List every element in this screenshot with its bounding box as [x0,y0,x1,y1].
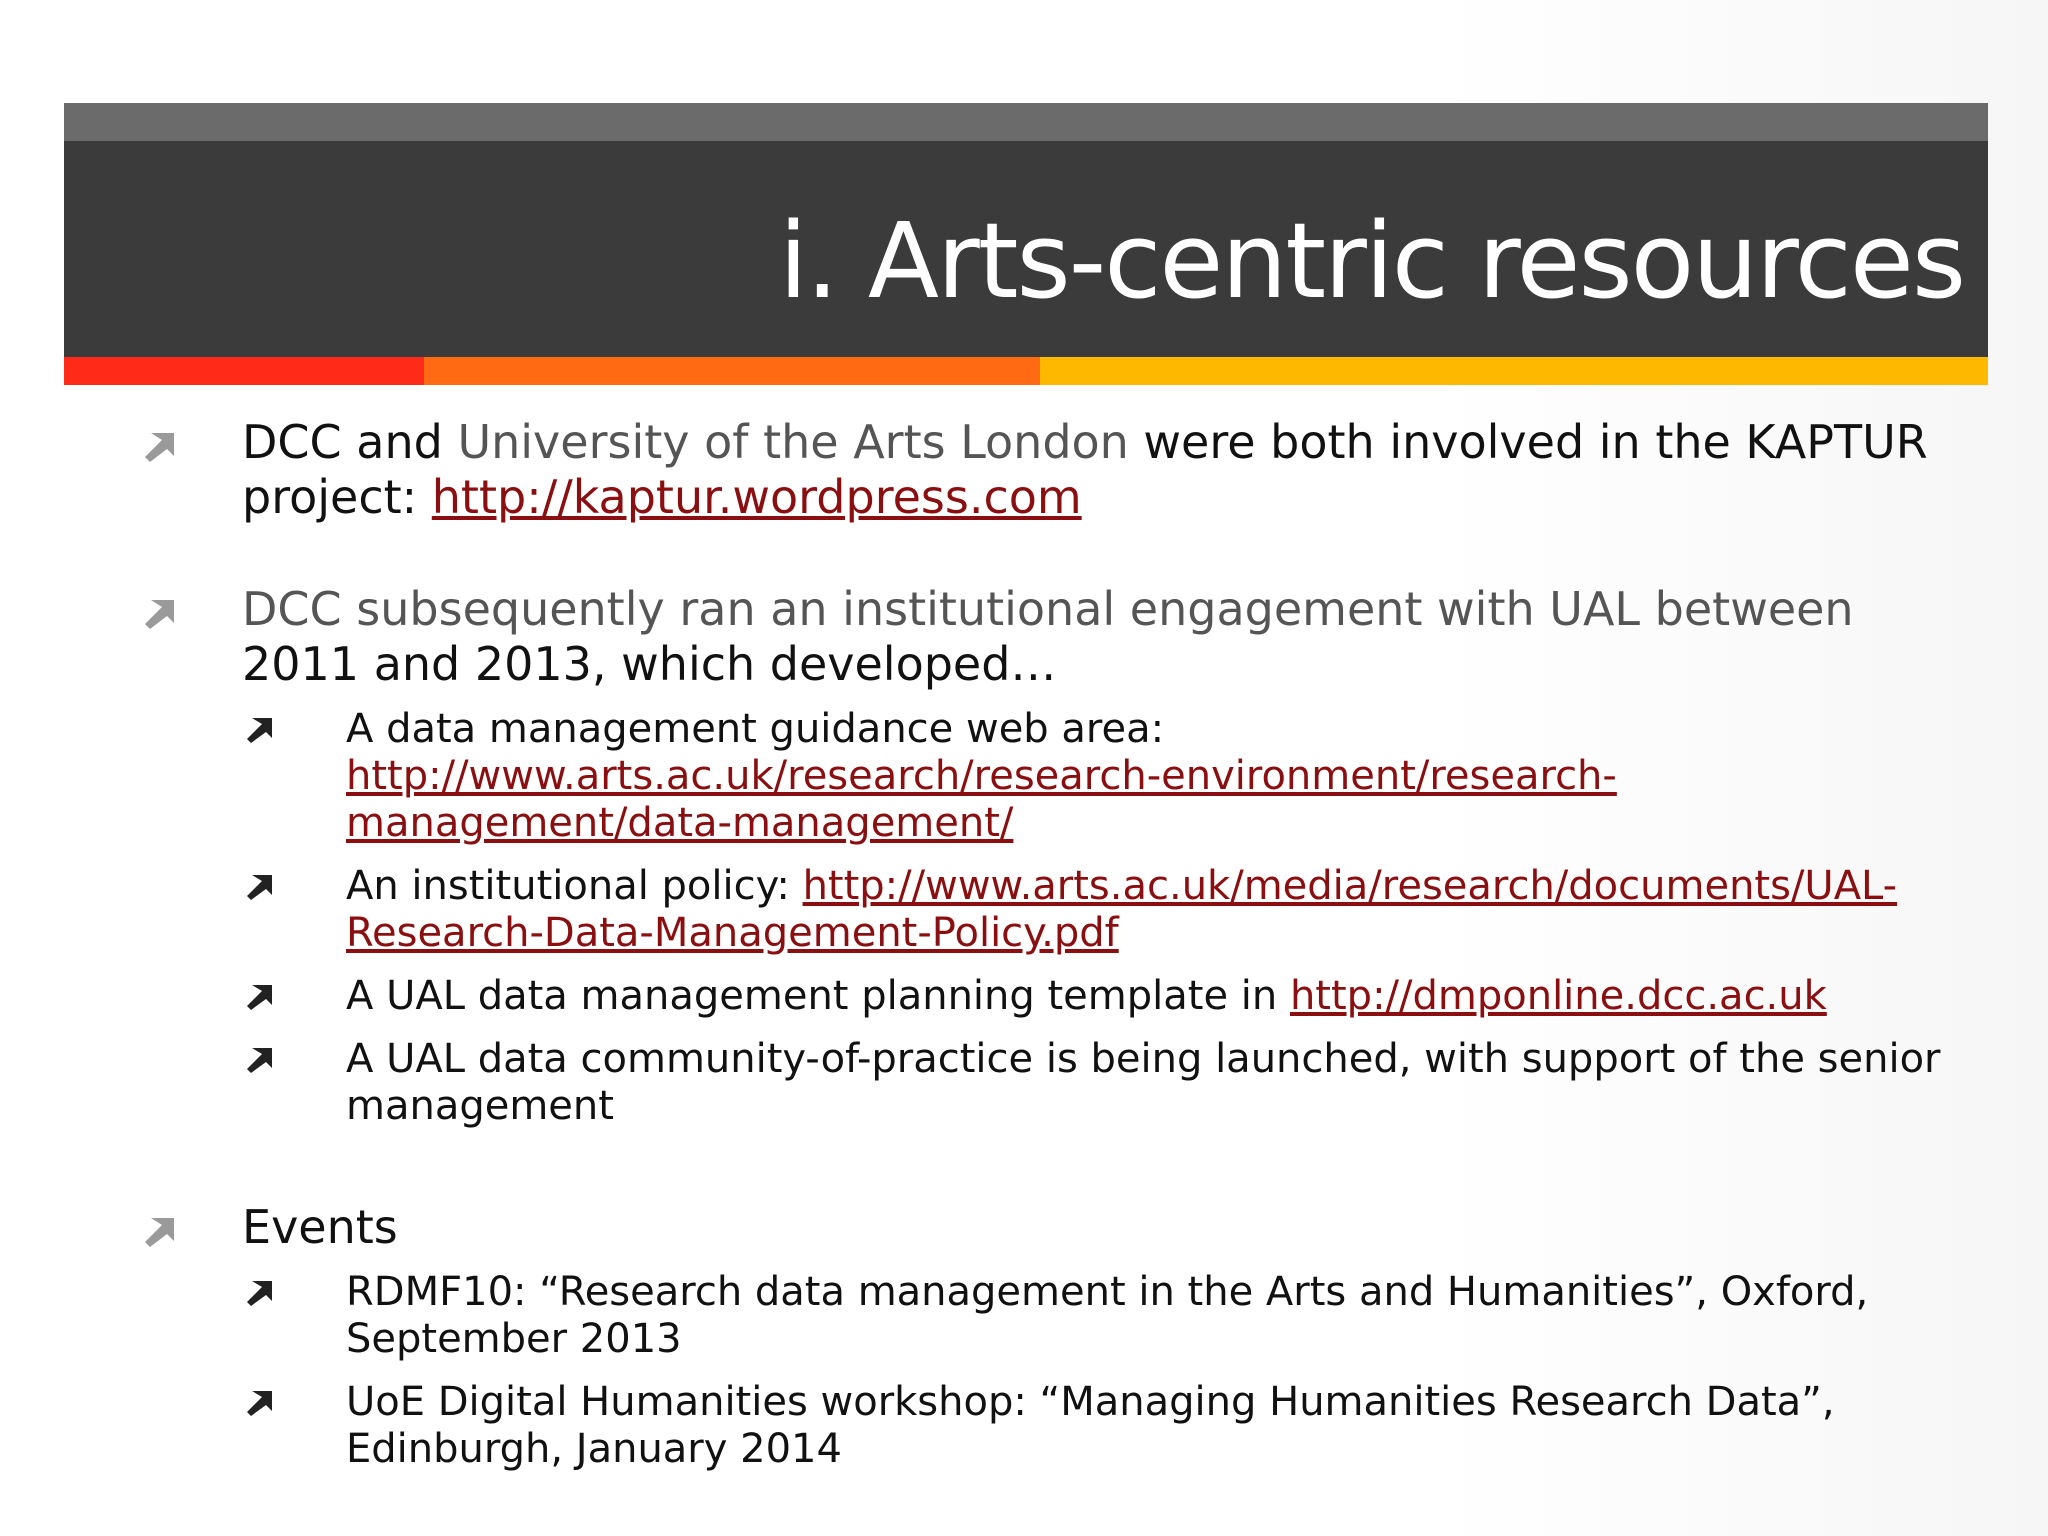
bullet-text: 2011 and 2013, which developed… [242,637,1057,691]
sub-bullet-text: A data management guidance web area: [346,706,1165,752]
arrow-up-right-icon [244,1279,274,1307]
sub-bullet-rdmf10 [140,1269,1980,1363]
bullet-ual-engagement [140,582,1980,692]
sub-bullet-uoe-workshop [140,1379,1980,1473]
sub-bullet-guidance [140,706,1980,847]
guidance-link[interactable]: http://www.arts.ac.uk/research/research-environment/research-management/data-management/ [346,753,1617,846]
arrow-up-right-icon [142,598,176,630]
sub-bullet-template [140,973,1980,1020]
bullet-text: were both involved in the KAPTUR project: [242,415,1928,524]
arrow-up-right-icon [142,1216,176,1248]
sub-bullet-text: A UAL data community-of-practice is being launched, with support of the senior management [346,1036,1941,1129]
bullet-text: DCC subsequently ran an institutional engagement with UAL between [242,582,1854,636]
sub-bullet-text: An institutional policy: [346,863,803,909]
sub-bullet-text: UoE Digital Humanities workshop: “Managing Humanities Research Data”, Edinburgh, January 2014 [346,1379,1835,1472]
policy-link[interactable]: http://www.arts.ac.uk/media/research/documents/UAL-Research-Data-Management-Policy.pdf [346,863,1898,956]
arrow-up-right-icon [244,1046,274,1074]
accent-stripe-red [64,357,424,385]
kaptur-link[interactable]: http://kaptur.wordpress.com [431,470,1082,524]
title-band-top [64,103,1988,141]
slide-title: i. Arts-centric resources [778,200,1964,322]
title-band [64,141,1988,357]
bullet-text: Events [242,1200,398,1254]
sub-bullet-text: A UAL data management planning template in [346,973,1290,1019]
bullet-events [140,1200,1980,1255]
arrow-up-right-icon [244,983,274,1011]
accent-stripe-yellow [1040,357,1988,385]
sub-bullet-community [140,1036,1980,1130]
bullet-list [140,415,1980,1473]
arrow-up-right-icon [244,1389,274,1417]
dmponline-link[interactable]: http://dmponline.dcc.ac.uk [1289,973,1827,1019]
arrow-up-right-icon [244,873,274,901]
bullet-text: DCC and [242,415,458,469]
arrow-up-right-icon [142,431,176,463]
sub-bullet-text: RDMF10: “Research data management in the Arts and Humanities”, Oxford, September 2013 [346,1269,1869,1362]
arrow-up-right-icon [244,716,274,744]
sub-bullet-policy [140,863,1980,957]
accent-stripe-orange [424,357,1040,385]
bullet-kaptur [140,415,1980,525]
bullet-text: University of the Arts London [457,415,1129,469]
